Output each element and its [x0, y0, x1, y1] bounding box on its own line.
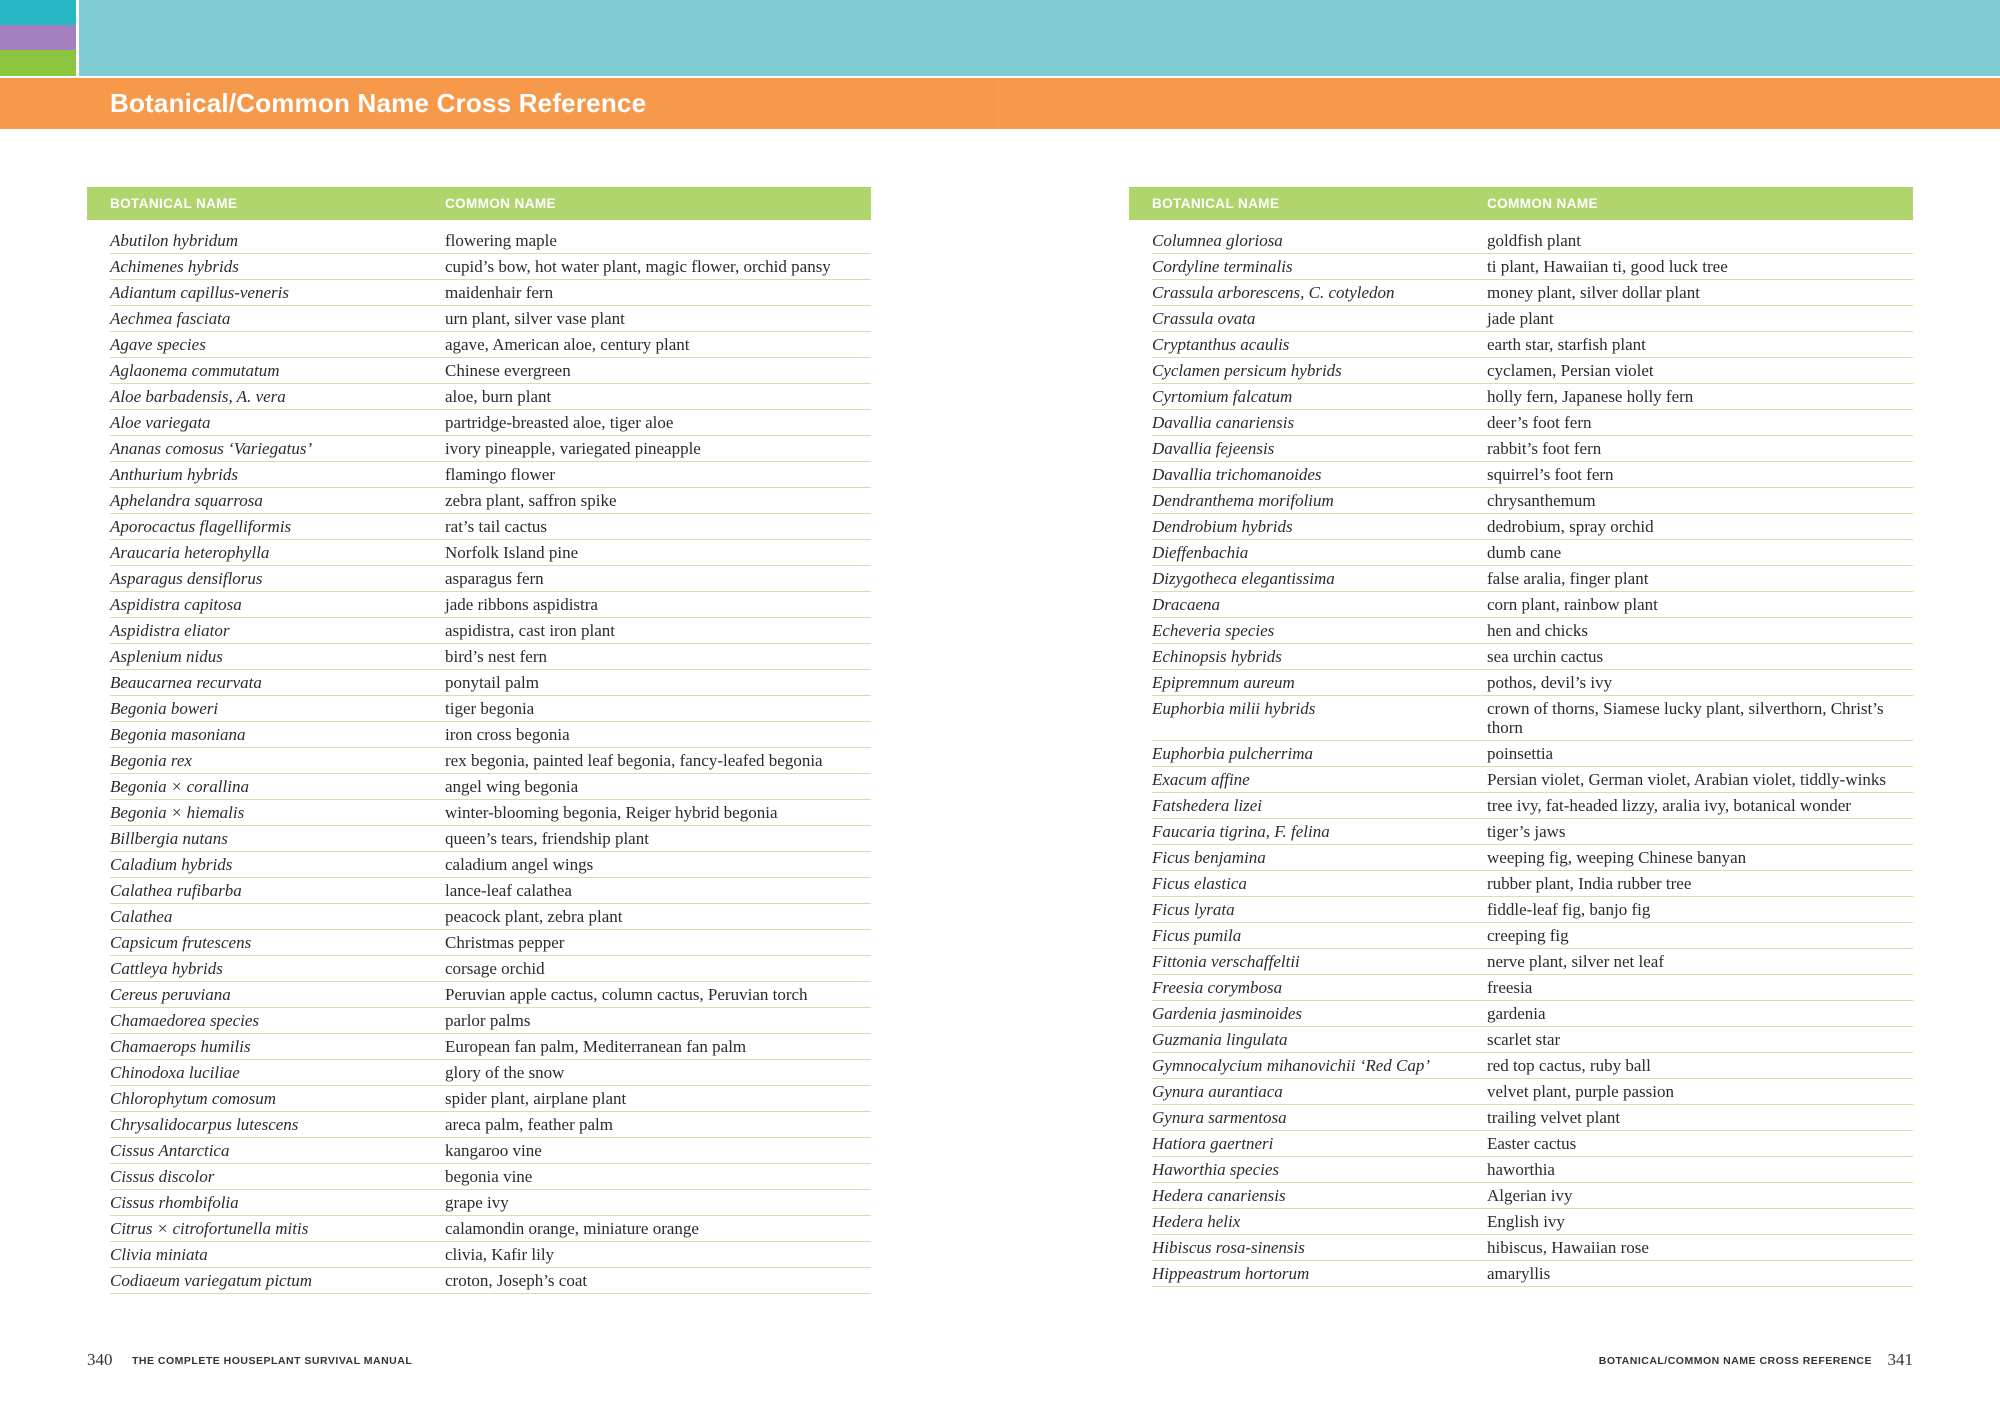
common-name-cell: grape ivy	[445, 1193, 509, 1212]
botanical-name-cell: Citrus × citrofortunella mitis	[110, 1219, 309, 1238]
table-row	[110, 1138, 871, 1164]
table-row	[110, 384, 871, 410]
table-row	[1152, 1053, 1913, 1079]
table-row	[1152, 462, 1913, 488]
common-name-cell: false aralia, finger plant	[1487, 569, 1649, 588]
botanical-name-cell: Chrysalidocarpus lutescens	[110, 1115, 299, 1134]
common-name-cell: corn plant, rainbow plant	[1487, 595, 1658, 614]
common-name-cell: peacock plant, zebra plant	[445, 907, 623, 926]
botanical-name-cell: Aphelandra squarrosa	[110, 491, 263, 510]
common-name-cell: tree ivy, fat-headed lizzy, aralia ivy, botanical wonder	[1487, 796, 1851, 815]
left-running-footer: THE COMPLETE HOUSEPLANT SURVIVAL MANUAL	[132, 1355, 413, 1367]
table-row	[110, 592, 871, 618]
botanical-name-cell: Clivia miniata	[110, 1245, 208, 1264]
botanical-name-cell: Aloe variegata	[110, 413, 211, 432]
table-row	[110, 254, 871, 280]
botanical-name-cell: Chinodoxa luciliae	[110, 1063, 240, 1082]
botanical-name-cell: Araucaria heterophylla	[110, 543, 270, 562]
botanical-name-cell: Begonia boweri	[110, 699, 219, 718]
table-row	[1152, 644, 1913, 670]
header-teal-band	[0, 0, 2000, 76]
common-name-cell: lance-leaf calathea	[445, 881, 572, 900]
botanical-name-cell: Dendrobium hybrids	[1152, 517, 1293, 536]
table-row	[1152, 670, 1913, 696]
common-name-cell: aspidistra, cast iron plant	[445, 621, 615, 640]
table-row	[110, 1086, 871, 1112]
table-row	[110, 774, 871, 800]
common-name-cell: red top cactus, ruby ball	[1487, 1056, 1651, 1075]
botanical-name-cell: Chamaerops humilis	[110, 1037, 251, 1056]
table-row	[1152, 845, 1913, 871]
table-row	[110, 800, 871, 826]
table-row	[1152, 897, 1913, 923]
table-row	[110, 1216, 871, 1242]
common-name-cell: dumb cane	[1487, 543, 1562, 562]
table-row	[1152, 1079, 1913, 1105]
common-name-cell: European fan palm, Mediterranean fan palm	[445, 1037, 747, 1056]
common-name-cell: flamingo flower	[445, 465, 555, 484]
page-title: Botanical/Common Name Cross Reference	[110, 88, 647, 118]
common-name-cell: sea urchin cactus	[1487, 647, 1604, 666]
botanical-name-cell: Cryptanthus acaulis	[1152, 335, 1290, 354]
common-name-cell: winter-blooming begonia, Reiger hybrid begonia	[445, 803, 778, 822]
table-row	[1152, 566, 1913, 592]
table-row	[110, 1268, 871, 1294]
botanical-name-cell: Aechmea fasciata	[110, 309, 231, 328]
botanical-name-cell: Achimenes hybrids	[110, 257, 239, 276]
common-name-cell: tiger’s jaws	[1487, 822, 1566, 841]
botanical-name-cell: Haworthia species	[1152, 1160, 1280, 1179]
table-row	[1152, 384, 1913, 410]
botanical-name-cell: Ficus elastica	[1152, 874, 1247, 893]
table-row	[1152, 540, 1913, 566]
botanical-name-cell: Begonia rex	[110, 751, 192, 770]
common-name-cell: iron cross begonia	[445, 725, 570, 744]
table-row	[110, 228, 871, 254]
table-row	[110, 280, 871, 306]
table-body	[1152, 228, 1913, 1287]
table-row	[1152, 793, 1913, 819]
botanical-name-cell: Davallia fejeensis	[1152, 439, 1275, 458]
left-table	[87, 187, 871, 1294]
common-name-header: COMMON NAME	[1487, 196, 1598, 211]
botanical-name-cell: Billbergia nutans	[110, 829, 228, 848]
botanical-name-cell: Codiaeum variegatum pictum	[110, 1271, 313, 1290]
botanical-name-cell: Gymnocalycium mihanovichii ‘Red Cap’	[1152, 1056, 1431, 1075]
table-row	[1152, 358, 1913, 384]
table-row	[110, 410, 871, 436]
common-name-cell: poinsettia	[1487, 744, 1554, 763]
table-row	[110, 1164, 871, 1190]
common-name-cell: ponytail palm	[445, 673, 539, 692]
table-row	[1152, 488, 1913, 514]
table-row	[110, 722, 871, 748]
table-row	[1152, 819, 1913, 845]
botanical-name-cell: Cissus Antarctica	[110, 1141, 230, 1160]
botanical-name-cell: Adiantum capillus-veneris	[110, 283, 289, 302]
common-name-cell: crown of thorns, Siamese lucky plant, silverthorn, Christ’s thorn	[1487, 699, 1884, 737]
botanical-name-cell: Cereus peruviana	[110, 985, 231, 1004]
table-row	[1152, 1027, 1913, 1053]
botanical-name-cell: Asplenium nidus	[110, 647, 223, 666]
common-name-cell: kangaroo vine	[445, 1141, 542, 1160]
botanical-name-cell: Cyrtomium falcatum	[1152, 387, 1293, 406]
common-name-cell: gardenia	[1487, 1004, 1546, 1023]
common-name-cell: Christmas pepper	[445, 933, 565, 952]
table-row	[110, 514, 871, 540]
botanical-name-cell: Davallia canariensis	[1152, 413, 1295, 432]
common-name-cell: Chinese evergreen	[445, 361, 571, 380]
common-name-cell: money plant, silver dollar plant	[1487, 283, 1700, 302]
botanical-name-cell: Fatshedera lizei	[1152, 796, 1263, 815]
common-name-cell: tiger begonia	[445, 699, 535, 718]
common-name-cell: ivory pineapple, variegated pineapple	[445, 439, 701, 458]
common-name-cell: Norfolk Island pine	[445, 543, 579, 562]
botanical-name-cell: Aloe barbadensis, A. vera	[110, 387, 286, 406]
botanical-name-cell: Chlorophytum comosum	[110, 1089, 277, 1108]
table-row	[1152, 1001, 1913, 1027]
common-name-cell: amaryllis	[1487, 1264, 1551, 1283]
botanical-name-header: BOTANICAL NAME	[110, 196, 238, 211]
table-row	[110, 358, 871, 384]
botanical-name-cell: Columnea gloriosa	[1152, 231, 1283, 250]
left-page-number: 340	[87, 1350, 113, 1369]
table-row	[110, 852, 871, 878]
botanical-name-cell: Cyclamen persicum hybrids	[1152, 361, 1342, 380]
botanical-name-cell: Cattleya hybrids	[110, 959, 223, 978]
common-name-cell: freesia	[1487, 978, 1533, 997]
table-row	[110, 904, 871, 930]
common-name-cell: spider plant, airplane plant	[445, 1089, 627, 1108]
common-name-cell: parlor palms	[445, 1011, 531, 1030]
table-row	[1152, 332, 1913, 358]
common-name-cell: velvet plant, purple passion	[1487, 1082, 1674, 1101]
botanical-name-cell: Ficus benjamina	[1152, 848, 1266, 867]
botanical-name-cell: Abutilon hybridum	[110, 231, 238, 250]
botanical-name-cell: Freesia corymbosa	[1152, 978, 1283, 997]
common-name-cell: hen and chicks	[1487, 621, 1589, 640]
table-row	[1152, 949, 1913, 975]
botanical-name-cell: Dendranthema morifolium	[1152, 491, 1334, 510]
table-row	[1152, 696, 1913, 741]
common-name-cell: rex begonia, painted leaf begonia, fancy-leafed begonia	[445, 751, 823, 770]
botanical-name-cell: Hedera canariensis	[1152, 1186, 1286, 1205]
table-row	[1152, 228, 1913, 254]
common-name-cell: Algerian ivy	[1487, 1186, 1573, 1205]
common-name-cell: Persian violet, German violet, Arabian violet, tiddly-winks	[1487, 770, 1886, 789]
table-row	[110, 644, 871, 670]
botanical-name-cell: Aporocactus flagelliformis	[110, 517, 292, 536]
common-name-cell: maidenhair fern	[445, 283, 554, 302]
botanical-name-cell: Aspidistra capitosa	[110, 595, 242, 614]
botanical-name-header: BOTANICAL NAME	[1152, 196, 1280, 211]
common-name-cell: ti plant, Hawaiian ti, good luck tree	[1487, 257, 1728, 276]
table-row	[110, 1112, 871, 1138]
botanical-name-cell: Cordyline terminalis	[1152, 257, 1293, 276]
botanical-name-cell: Echeveria species	[1152, 621, 1275, 640]
botanical-name-cell: Capsicum frutescens	[110, 933, 252, 952]
common-name-cell: chrysanthemum	[1487, 491, 1596, 510]
table-body	[110, 228, 871, 1294]
table-row	[110, 826, 871, 852]
right-running-footer: BOTANICAL/COMMON NAME CROSS REFERENCE	[1598, 1355, 1872, 1367]
botanical-name-cell: Anthurium hybrids	[110, 465, 238, 484]
botanical-name-cell: Davallia trichomanoides	[1152, 465, 1322, 484]
table-row	[1152, 741, 1913, 767]
table-row	[1152, 280, 1913, 306]
botanical-name-cell: Hibiscus rosa-sinensis	[1152, 1238, 1305, 1257]
table-row	[1152, 1235, 1913, 1261]
common-name-cell: queen’s tears, friendship plant	[445, 829, 649, 848]
right-table	[1129, 187, 1913, 1287]
common-name-cell: rabbit’s foot fern	[1487, 439, 1602, 458]
table-row	[1152, 1209, 1913, 1235]
botanical-name-cell: Hedera helix	[1152, 1212, 1241, 1231]
common-name-cell: partridge-breasted aloe, tiger aloe	[445, 413, 674, 432]
table-row	[1152, 436, 1913, 462]
table-row	[1152, 514, 1913, 540]
table-row	[1152, 1105, 1913, 1131]
common-name-cell: Easter cactus	[1487, 1134, 1577, 1153]
table-row	[1152, 923, 1913, 949]
table-row	[1152, 767, 1913, 793]
botanical-name-cell: Cissus discolor	[110, 1167, 215, 1186]
common-name-cell: jade plant	[1487, 309, 1554, 328]
common-name-cell: calamondin orange, miniature orange	[445, 1219, 699, 1238]
botanical-name-cell: Chamaedorea species	[110, 1011, 260, 1030]
botanical-name-cell: Cissus rhombifolia	[110, 1193, 239, 1212]
swatch-divider	[76, 0, 79, 76]
table-row	[110, 1242, 871, 1268]
common-name-cell: English ivy	[1487, 1212, 1565, 1231]
common-name-cell: jade ribbons aspidistra	[445, 595, 598, 614]
botanical-name-cell: Ficus lyrata	[1152, 900, 1235, 919]
botanical-name-cell: Ficus pumila	[1152, 926, 1242, 945]
botanical-name-cell: Begonia masoniana	[110, 725, 246, 744]
common-name-cell: rubber plant, India rubber tree	[1487, 874, 1692, 893]
botanical-name-cell: Dizygotheca elegantissima	[1152, 569, 1335, 588]
common-name-cell: bird’s nest fern	[445, 647, 547, 666]
table-row	[110, 670, 871, 696]
table-row	[110, 332, 871, 358]
table-row	[110, 488, 871, 514]
common-name-cell: scarlet star	[1487, 1030, 1561, 1049]
table-row	[1152, 1157, 1913, 1183]
common-name-cell: Peruvian apple cactus, column cactus, Peruvian torch	[445, 985, 808, 1004]
common-name-cell: creeping fig	[1487, 926, 1569, 945]
page-gutter	[998, 78, 999, 129]
botanical-name-cell: Calathea	[110, 907, 173, 926]
common-name-cell: areca palm, feather palm	[445, 1115, 614, 1134]
botanical-name-cell: Gardenia jasminoides	[1152, 1004, 1303, 1023]
color-swatch-teal	[0, 0, 76, 25]
common-name-cell: cyclamen, Persian violet	[1487, 361, 1654, 380]
common-name-cell: angel wing begonia	[445, 777, 579, 796]
botanical-name-cell: Echinopsis hybrids	[1152, 647, 1282, 666]
table-row	[1152, 1261, 1913, 1287]
common-name-cell: trailing velvet plant	[1487, 1108, 1621, 1127]
table-row	[110, 1008, 871, 1034]
common-name-cell: aloe, burn plant	[445, 387, 552, 406]
table-row	[110, 566, 871, 592]
botanical-name-cell: Begonia × corallina	[110, 777, 249, 796]
table-row	[1152, 592, 1913, 618]
table-row	[1152, 618, 1913, 644]
botanical-name-cell: Crassula arborescens, C. cotyledon	[1152, 283, 1395, 302]
table-row	[110, 982, 871, 1008]
table-row	[1152, 1131, 1913, 1157]
botanical-name-cell: Beaucarnea recurvata	[110, 673, 262, 692]
table-row	[110, 306, 871, 332]
common-name-cell: haworthia	[1487, 1160, 1555, 1179]
table-row	[110, 462, 871, 488]
table-row	[110, 878, 871, 904]
common-name-cell: flowering maple	[445, 231, 557, 250]
common-name-header: COMMON NAME	[445, 196, 556, 211]
table-row	[110, 930, 871, 956]
botanical-name-cell: Dieffenbachia	[1152, 543, 1249, 562]
table-row	[110, 540, 871, 566]
common-name-cell: caladium angel wings	[445, 855, 594, 874]
common-name-cell: hibiscus, Hawaiian rose	[1487, 1238, 1649, 1257]
table-row	[1152, 410, 1913, 436]
botanical-name-cell: Exacum affine	[1152, 770, 1250, 789]
common-name-cell: glory of the snow	[445, 1063, 565, 1082]
botanical-name-cell: Fittonia verschaffeltii	[1152, 952, 1300, 971]
table-row	[110, 696, 871, 722]
botanical-name-cell: Euphorbia milii hybrids	[1152, 699, 1316, 718]
botanical-name-cell: Crassula ovata	[1152, 309, 1256, 328]
table-header	[87, 187, 871, 220]
table-row	[110, 1060, 871, 1086]
botanical-name-cell: Begonia × hiemalis	[110, 803, 245, 822]
common-name-cell: earth star, starfish plant	[1487, 335, 1646, 354]
right-page-number: 341	[1887, 1350, 1913, 1369]
common-name-cell: fiddle-leaf fig, banjo fig	[1487, 900, 1651, 919]
common-name-cell: holly fern, Japanese holly fern	[1487, 387, 1694, 406]
botanical-name-cell: Agave species	[110, 335, 206, 354]
table-row	[110, 436, 871, 462]
botanical-name-cell: Gynura aurantiaca	[1152, 1082, 1283, 1101]
botanical-name-cell: Caladium hybrids	[110, 855, 233, 874]
common-name-cell: goldfish plant	[1487, 231, 1581, 250]
botanical-name-cell: Ananas comosus ‘Variegatus’	[110, 439, 313, 458]
color-swatch-green	[0, 50, 76, 76]
common-name-cell: zebra plant, saffron spike	[445, 491, 617, 510]
table-row	[1152, 306, 1913, 332]
table-row	[1152, 871, 1913, 897]
table-header	[1129, 187, 1913, 220]
common-name-cell: corsage orchid	[445, 959, 545, 978]
common-name-cell: clivia, Kafir lily	[445, 1245, 555, 1264]
common-name-cell: urn plant, silver vase plant	[445, 309, 625, 328]
table-row	[110, 618, 871, 644]
table-row	[1152, 254, 1913, 280]
botanical-name-cell: Dracaena	[1152, 595, 1220, 614]
botanical-name-cell: Faucaria tigrina, F. felina	[1152, 822, 1330, 841]
botanical-name-cell: Euphorbia pulcherrima	[1152, 744, 1314, 763]
botanical-name-cell: Epipremnum aureum	[1152, 673, 1295, 692]
table-row	[1152, 975, 1913, 1001]
table-row	[110, 1190, 871, 1216]
botanical-name-cell: Aspidistra eliator	[110, 621, 230, 640]
common-name-cell: pothos, devil’s ivy	[1487, 673, 1613, 692]
botanical-name-cell: Guzmania lingulata	[1152, 1030, 1288, 1049]
table-row	[110, 1034, 871, 1060]
common-name-cell: weeping fig, weeping Chinese banyan	[1487, 848, 1747, 867]
botanical-name-cell: Calathea rufibarba	[110, 881, 242, 900]
botanical-name-cell: Hippeastrum hortorum	[1152, 1264, 1310, 1283]
common-name-cell: rat’s tail cactus	[445, 517, 547, 536]
botanical-name-cell: Aglaonema commutatum	[110, 361, 280, 380]
common-name-cell: deer’s foot fern	[1487, 413, 1592, 432]
common-name-cell: nerve plant, silver net leaf	[1487, 952, 1665, 971]
botanical-name-cell: Gynura sarmentosa	[1152, 1108, 1287, 1127]
table-row	[1152, 1183, 1913, 1209]
botanical-name-cell: Asparagus densiflorus	[110, 569, 263, 588]
common-name-cell: squirrel’s foot fern	[1487, 465, 1614, 484]
table-row	[110, 956, 871, 982]
common-name-cell: cupid’s bow, hot water plant, magic flower, orchid pansy	[445, 257, 831, 276]
color-swatch-purple	[0, 25, 76, 50]
common-name-cell: asparagus fern	[445, 569, 544, 588]
table-row	[110, 748, 871, 774]
common-name-cell: begonia vine	[445, 1167, 533, 1186]
common-name-cell: agave, American aloe, century plant	[445, 335, 690, 354]
botanical-name-cell: Hatiora gaertneri	[1152, 1134, 1274, 1153]
common-name-cell: croton, Joseph’s coat	[445, 1271, 588, 1290]
common-name-cell: dedrobium, spray orchid	[1487, 517, 1654, 536]
